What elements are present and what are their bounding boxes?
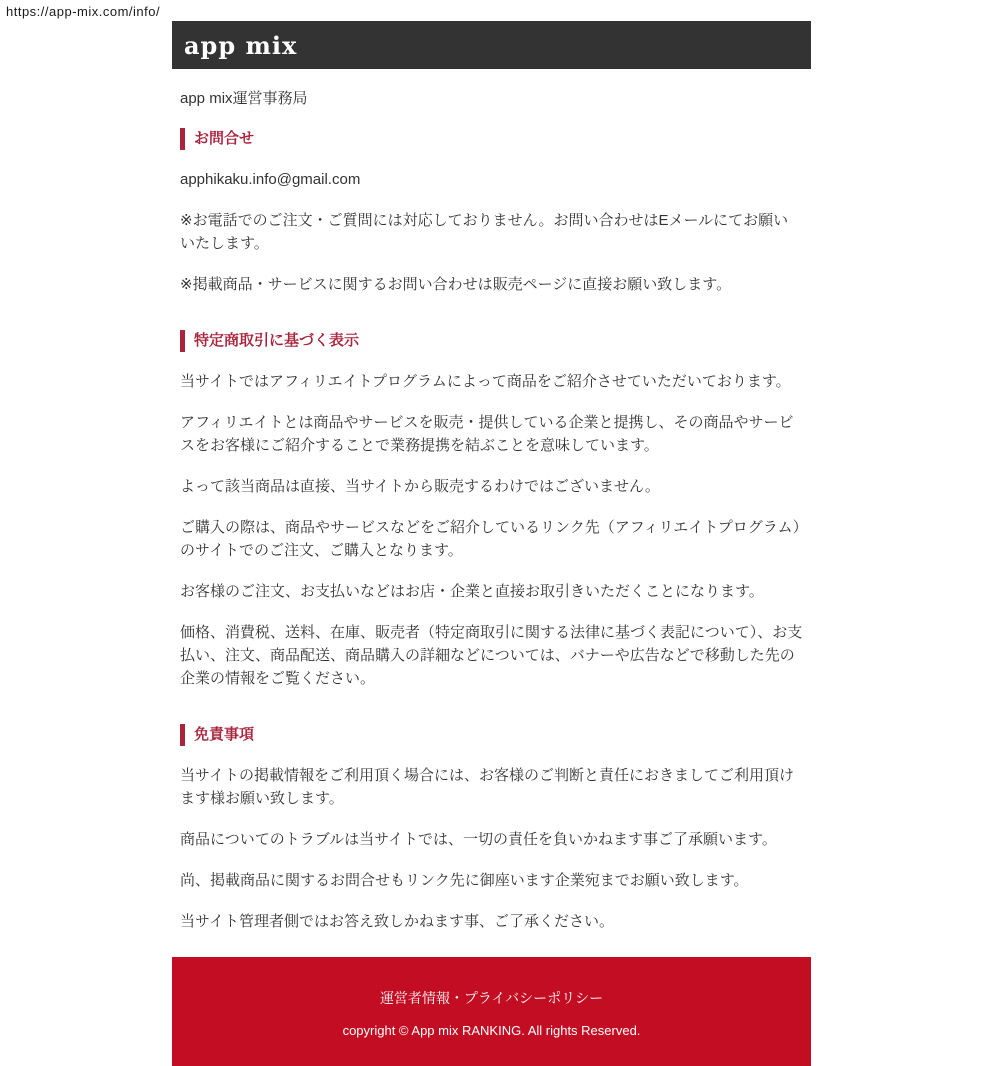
paragraph: 尚、掲載商品に関するお問合せもリンク先に御座います企業宛までお願い致します。: [180, 872, 749, 889]
paragraph: 商品についてのトラブルは当サイトでは、一切の責任を負いかねます事ご了承願います。: [180, 831, 777, 848]
contact-email: apphikaku.info@gmail.com: [180, 171, 361, 188]
main-content: [172, 87, 811, 933]
page-container: [172, 21, 811, 1066]
section-heading-contact: お問合せ: [180, 128, 803, 150]
site-header: [172, 21, 811, 69]
section-disclaimer: [180, 724, 803, 933]
paragraph: 価格、消費税、送料、在庫、販売者（特定商取引に関する法律に基づく表記について）、お支払い、注文、商品配送、商品購入の詳細などについては、バナーや広告などで移動した先の企業の情報をご覧ください。: [180, 624, 803, 687]
paragraph: アフィリエイトとは商品やサービスを販売・提供している企業と提携し、その商品やサービスをお客様にご紹介することで業務提携を結ぶことを意味しています。: [180, 414, 794, 454]
section-commercial-transactions: [180, 330, 803, 690]
site-footer: [172, 957, 811, 1066]
paragraph: お客様のご注文、お支払いなどはお店・企業と直接お取引きいただくことになります。: [180, 583, 764, 600]
site-title: app mix: [184, 30, 298, 60]
section-heading-disclaimer: 免責事項: [180, 724, 803, 746]
browser-url-text: https://app-mix.com/info/: [6, 4, 161, 19]
paragraph: 当サイト管理者側ではお答え致しかねます事、ご了承ください。: [180, 913, 614, 930]
section-heading-commercial-transactions: 特定商取引に基づく表示: [180, 330, 803, 352]
contact-note-products: ※掲載商品・サービスに関するお問い合わせは販売ページに直接お願い致します。: [180, 276, 732, 293]
section-contact: [180, 128, 803, 296]
paragraph: 当サイトではアフィリエイトプログラムによって商品をご紹介させていただいております。: [180, 373, 791, 390]
paragraph: ご購入の際は、商品やサービスなどをご紹介しているリンク先（アフィリエイトプログラム）のサイトでのご注文、ご購入となります。: [180, 519, 801, 559]
paragraph: よって該当商品は直接、当サイトから販売するわけではございません。: [180, 478, 660, 495]
copyright-text: copyright © App mix RANKING. All rights Reserved.: [342, 1023, 641, 1038]
contact-note-phone: ※お電話でのご注文・ご質問には対応しておりません。お問い合わせはEメールにてお願いいたします。: [180, 212, 789, 252]
footer-privacy-policy-link[interactable]: 運営者情報・プライバシーポリシー: [379, 990, 604, 1006]
paragraph: 当サイトの掲載情報をご利用頂く場合には、お客様のご判断と責任におきましてご利用頂けます様お願い致します。: [180, 767, 794, 807]
operator-name: app mix運営事務局: [180, 90, 308, 107]
